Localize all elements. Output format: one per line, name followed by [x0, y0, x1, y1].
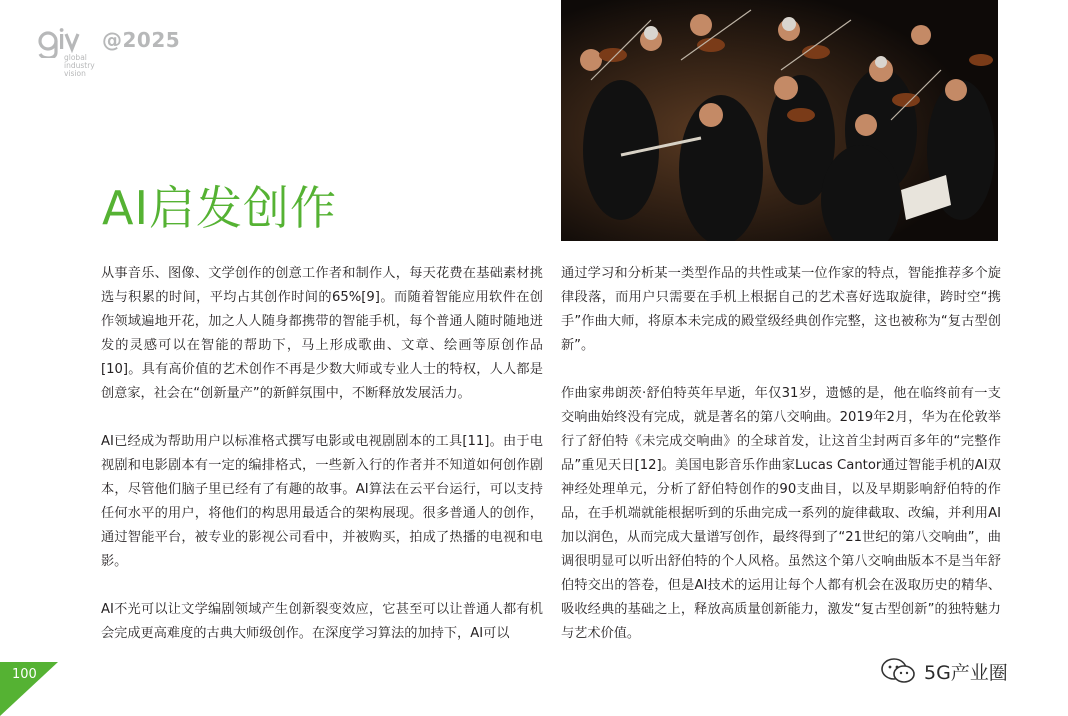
right-column: [561, 262, 1001, 670]
wechat-icon: [880, 657, 916, 685]
left-column: [101, 262, 543, 670]
page-number: 100: [12, 667, 37, 682]
paragraph: 从事音乐、图像、文学创作的创意工作者和制作人，每天花费在基础素材挑选与积累的时间，平均占其创作时间的65%[9]。而随着智能应用软件在创作领域遍地开花，加之人人随身都携带的智能手机，每个普通人随时随地迸发的灵感可以在智能的帮助下，马上形成歌曲、文章、绘画等原创作品[10]。具有高价值的艺术创作不再是少数大师或专业人士的特权，人人都是创意家，社会在“创新量产”的新鲜氛围中，不断释放发展活力。: [101, 266, 543, 401]
logo-tagline: global industry vision: [64, 53, 95, 78]
paragraph: 通过学习和分析某一类型作品的共性或某一位作家的特点，智能推荐多个旋律段落，而用户只需要在手机上根据自己的艺术喜好选取旋律，跨时空“携手”作曲大师，将原本未完成的殿堂级经典创作完整，这也被称为“复古型创新”。: [561, 266, 1001, 353]
paragraph: AI不光可以让文学编剧领域产生创新裂变效应，它甚至可以让普通人都有机会完成更高难度的古典大师级创作。在深度学习算法的加持下，AI可以: [101, 602, 543, 641]
giv-logo: [38, 28, 198, 84]
orchestra-photo: [561, 0, 998, 241]
watermark: [880, 656, 1008, 686]
page-title: AI启发创作: [102, 181, 338, 235]
paragraph: 作曲家弗朗茨·舒伯特英年早逝，年仅31岁，遗憾的是，他在临终前有一支交响曲始终没有完成，就是著名的第八交响曲。2019年2月，华为在伦敦举行了舒伯特《未完成交响曲》的全球首发，让这首尘封两百多年的“完整作品”重见天日[12]。美国电影音乐作曲家Lucas Cantor通过智能手机的AI双神经处理单元，分析了舒伯特创作的90支曲目，以及早期影响舒伯特的作品，在手机端就能根据听到的乐曲完成一系列的旋律截取、改编，并利用AI加以润色，从而完成大量谱写创作，最终得到了“21世纪的第八交响曲”，曲调很明显可以听出舒伯特的个人风格。虽然这个第八交响曲版本不是当年舒伯特交出的答卷，但是AI技术的运用让每个人都有机会在汲取历史的精华、吸收经典的基础之上，释放高质量创新能力，激发“复古型创新”的独特魅力与艺术价值。: [561, 386, 1001, 641]
paragraph: AI已经成为帮助用户以标准格式撰写电影或电视剧剧本的工具[11]。由于电视剧和电影剧本有一定的编排格式，一些新入行的作者并不知道如何创作剧本，尽管他们脑子里已经有了有趣的故事。AI算法在云平台运行，可以支持任何水平的用户，将他们的构思用最适合的架构展现。很多普通人的创作，通过智能平台，被专业的影视公司看中，并被购买，拍成了热播的电视和电影。: [101, 434, 543, 569]
logo-year: @2025: [102, 28, 181, 52]
watermark-text: 5G产业圈: [924, 661, 1008, 684]
